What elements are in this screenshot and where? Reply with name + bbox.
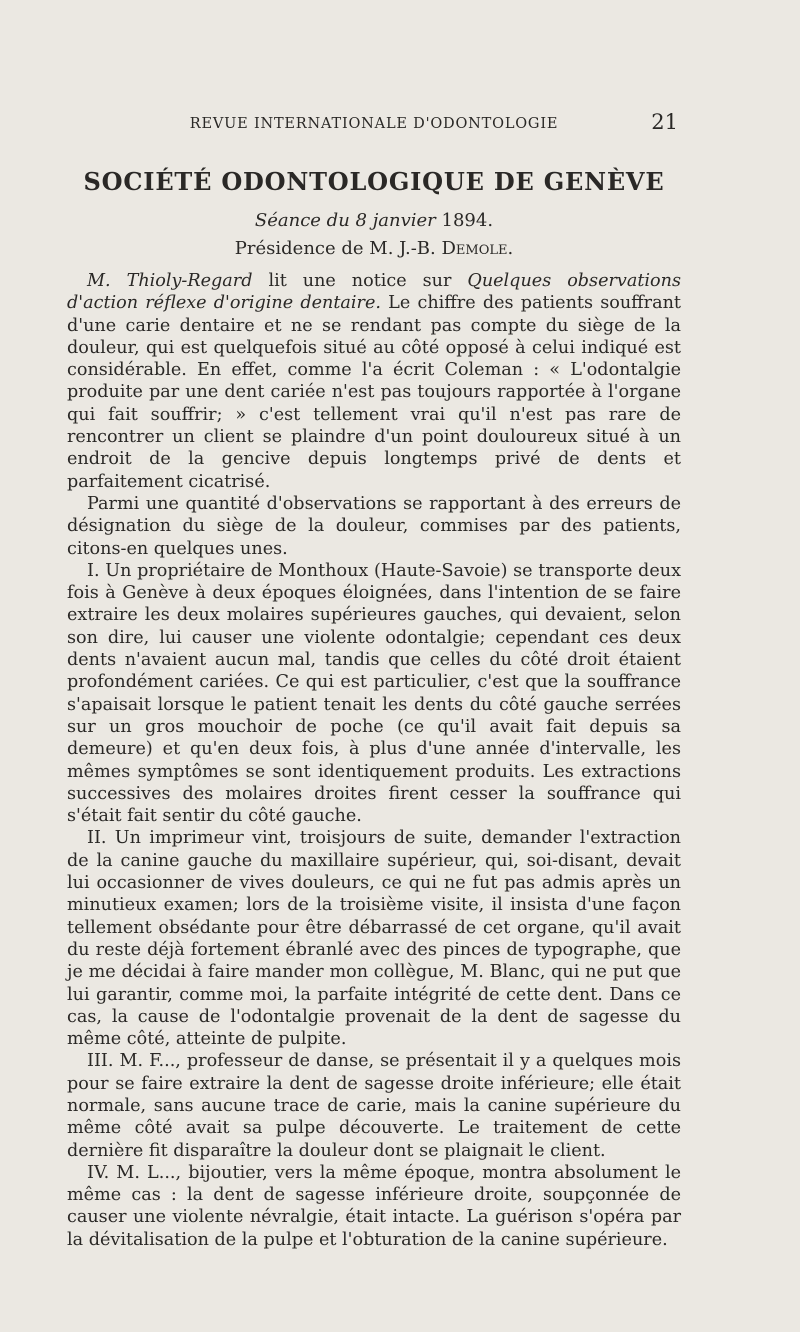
paragraph-case-2: II. Un imprimeur vint, troisjours de suite, demander l'extraction de la canine gauche du maxillaire supérieur, qui, soi-disant, devait lui occasionner de vives douleurs, ce qui ne fut pas admis après un minutieux examen; lors de la troisième visite, il insista d'une façon tellement obsédante pour être débarrassé de cet organe, qu'il avait du reste déjà fortement ébranlé avec des pinces de typographe, que je me décidai à faire mander mon collègue, M. Blanc, qui ne put que lui garantir, comme moi, la parfaite intégrité de cette dent. Dans ce cas, la cause de l'odontalgie provenait de la dent de sagesse du même côté, atteinte de pulpite. bbox=[67, 828, 681, 1050]
presidency-line bbox=[70, 238, 678, 259]
session-year: 1894. bbox=[441, 210, 494, 231]
section-title: SOCIÉTÉ ODONTOLOGIQUE DE GENÈVE bbox=[83, 167, 665, 196]
page-number: 21 bbox=[651, 110, 678, 134]
article-body bbox=[67, 270, 681, 1251]
paragraph-case-3: III. M. F..., professeur de danse, se présentait il y a quelques mois pour se faire extraire la dent de sagesse droite inférieure; elle était normale, sans aucune trace de carie, mais la canine supérieure du même côté avait sa pulpe découverte. Le traitement de cette dernière fit disparaître la douleur dont se plaignait le client. bbox=[67, 1051, 681, 1161]
paragraph-intro bbox=[67, 270, 681, 493]
intro-text: Le chiffre des patients souffrant d'une carie dentaire et ne se rendant pas compte du siège de la douleur, qui est quelquefois situé au côté opposé à celui indiqué est considérable. En effet, comme l'a écrit Coleman : « L'odontalgie produite par une dent cariée n'est pas toujours rapportée à l'organe qui fait souffrir; » c'est tellement vrai qu'il n'est pas rare de rencontrer un client se plaindre d'un point douloureux situé à un endroit de la gencive depuis longtemps privé de dents et parfaitement cicatrisé. bbox=[67, 293, 681, 492]
president-name: Demole. bbox=[441, 238, 514, 259]
paragraph: Parmi une quantité d'observations se rapportant à des erreurs de désignation du siège de la douleur, commises par des patients, citons-en quelques unes. bbox=[67, 493, 681, 559]
notice-title: Quelques observations d'action réflexe d'origine dentaire. bbox=[67, 271, 681, 314]
paragraph-case-1: I. Un propriétaire de Monthoux (Haute-Savoie) se transporte deux fois à Genève à deux époques éloignées, dans l'intention de se faire extraire les deux molaires supérieures gauches, qui devaient, selon son dire, lui causer une violente odontalgie; cependant ces deux dents n'avaient aucun mal, tandis que celles du côté droit étaient profondément cariées. Ce qui est particulier, c'est que la souffrance s'apaisait lorsque le patient tenait les dents du côté gauche serrées sur un gros mouchoir de poche (ce qu'il avait fait depuis sa demeure) et qu'en deux fois, à plus d'une année d'intervalle, les mêmes symptômes se sont identiquement produits. Les extractions successives des molaires droites firent cesser la souffrance qui s'était fait sentir du côté gauche. bbox=[67, 560, 681, 827]
running-title: REVUE INTERNATIONALE D'ODONTOLOGIE bbox=[189, 116, 559, 132]
presidency-prefix: Présidence de M. J.-B. bbox=[234, 238, 436, 259]
session-date bbox=[70, 210, 678, 231]
session-label: Séance du 8 janvier bbox=[254, 210, 436, 231]
speaker-name: M. Thioly-Regard bbox=[87, 271, 253, 291]
intro-lead: lit une notice sur bbox=[252, 271, 468, 291]
running-header bbox=[70, 110, 678, 134]
paragraph-case-4: IV. M. L..., bijoutier, vers la même époque, montra absolument le même cas : la dent de sagesse inférieure droite, soupçonnée de causer une violente névralgie, était intacte. La guérison s'opéra par la dévitalisation de la pulpe et l'obturation de la canine supérieure. bbox=[67, 1162, 681, 1250]
